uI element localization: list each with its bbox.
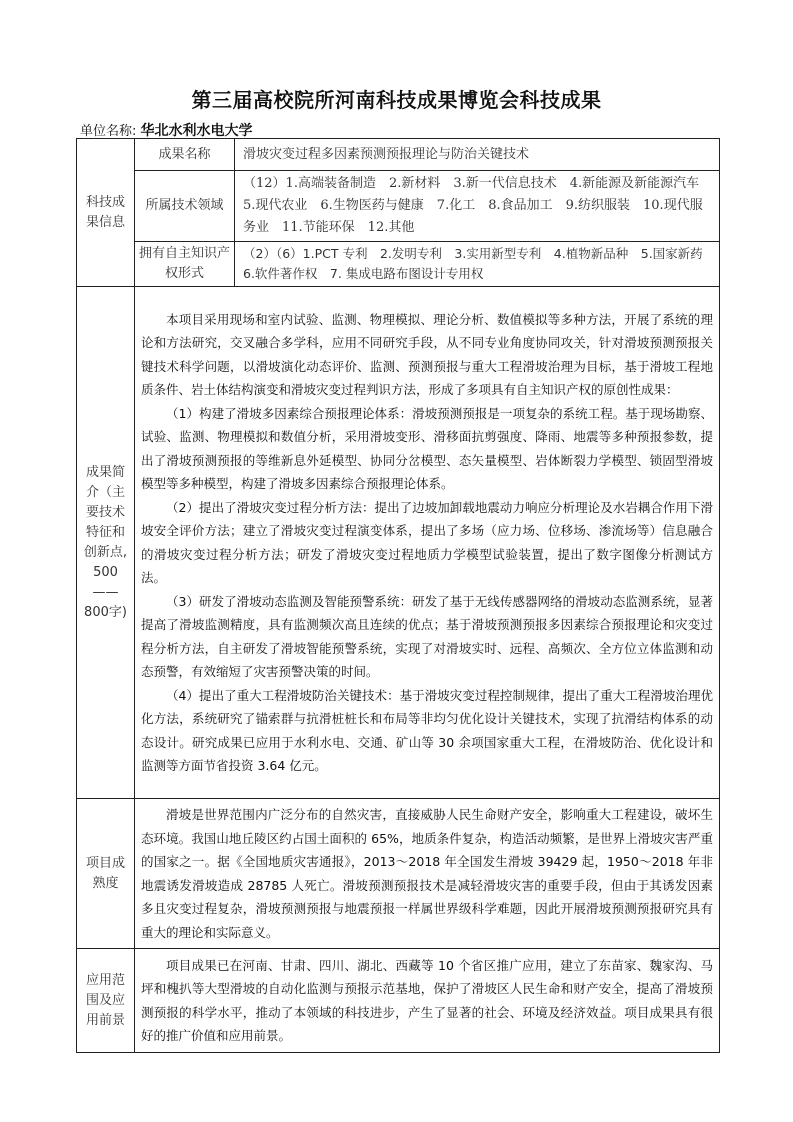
summary-paragraph: 本项目采用现场和室内试验、监测、物理模拟、理论分析、数值模拟等多种方法，开展了系统的理论和方法研究，交叉融合多学科，应用不同研究手段，从不同专业角度协同攻关，针对滑坡预测预报关键技术科学问题，以滑坡演化动态评价、监测、预测预报与重大工程滑坡治理为目标，基于滑坡工程地质条件、岩土体结构演变和滑坡灾变过程判识方法，形成了多项具有自主知识产权的原创性成果： (141, 311, 713, 397)
summary-paragraph: （4）提出了重大工程滑坡防治关键技术：基于滑坡灾变过程控制规律，提出了重大工程滑坡治理优化方法，系统研究了锚索群与抗滑桩桩长和布局等非均匀优化设计关键技术，实现了抗滑结构体系的动态设计。研究成果已应用于水利水电、交通、矿山等 30 余项国家重大工程，在滑坡防治、优化设计和监测等方面节省投资 3.64 亿元。 (141, 687, 713, 773)
summary-paragraph: （2）提出了滑坡灾变过程分析方法：提出了边坡加卸载地震动力响应分析理论及水岩耦合作用下滑坡安全评价方法；建立了滑坡灾变过程演变体系，提出了多场（应力场、位移场、渗流场等）信息融合的滑坡灾变过程分析方法；研发了滑坡灾变过程地质力学模型试验装置，提出了数字图像分析测试方法。 (141, 499, 713, 585)
summary-paragraph: （1）构建了滑坡多因素综合预报理论体系：滑坡预测预报是一项复杂的系统工程。基于现场勘察、试验、监测、物理模拟和数值分析，采用滑坡变形、滑移面抗剪强度、降雨、地震等多种预报参数，提出了滑坡预测预报的等维新息外延模型、协同分岔模型、态矢量模型、岩体断裂力学模型、锁固型滑坡模型等多种模型，构建了滑坡多因素综合预报理论体系。 (141, 405, 713, 491)
ip-label: 拥有自主知识产权形式 (135, 242, 235, 287)
tech-info-section-label: 科技成果信息 (77, 139, 135, 287)
unit-line (80, 120, 253, 140)
name-label: 成果名称 (135, 139, 235, 171)
unit-name: 华北水利水电大学 (140, 123, 253, 139)
maturity-body (135, 799, 720, 949)
maturity-label: 项目成熟度 (77, 799, 135, 949)
ip-value: （2）（6）1.PCT 专利 2.发明专利 3.实用新型专利 4.植物新品种 5.国家新药 6.软件著作权 7. 集成电路布图设计专用权 (235, 242, 720, 287)
application-text: 项目成果已在河南、甘肃、四川、湖北、西藏等 10 个省区推广应用，建立了东苗家、魏家沟、马坪和槐扒等大型滑坡的自动化监测与预报示范基地，保护了滑坡区人民生命和财产安全，提高了滑坡预测预报的科学水平，推动了本领域的科技进步，产生了显著的社会、环境及经济效益。项目成果具有很好的推广价值和应用前景。 (141, 957, 713, 1043)
document-title: 第三届高校院所河南科技成果博览会科技成果 (191, 88, 602, 112)
achievement-table (76, 138, 720, 1053)
unit-label: 单位名称: (80, 124, 137, 139)
field-value: （12）1.高端装备制造 2.新材料 3.新一代信息技术 4.新能源及新能源汽车 5.现代农业 6.生物医药与健康 7.化工 8.食品加工 9.纺织服装 10.现代服务业 11.节能环保 12.其他 (235, 171, 720, 242)
summary-body (135, 287, 720, 799)
summary-label: 成果简介（主要技术特征和创新点, 500——800字) (77, 287, 135, 799)
application-body (135, 949, 720, 1053)
application-label: 应用范围及应用前景 (77, 949, 135, 1053)
maturity-text: 滑坡是世界范围内广泛分布的自然灾害，直接威胁人民生命财产安全，影响重大工程建设，破坏生态环境。我国山地丘陵区约占国土面积的 65%，地质条件复杂，构造活动频繁，是世界上滑坡灾害严重的国家之一。据《全国地质灾害通报》，2013～2018 年全国发生滑坡 39429 起，1950～2018 年非地震诱发滑坡造成 28785 人死亡。滑坡预测预报技术是减轻滑坡灾害的重要手段，但由于其诱发因素多且灾变过程复杂，滑坡预测预报与地震预报一样属世界级科学难题，因此开展滑坡预测预报研究具有重大的理论和实际意义。 (141, 807, 713, 940)
summary-paragraph: （3）研发了滑坡动态监测及智能预警系统：研发了基于无线传感器网络的滑坡动态监测系统，显著提高了滑坡监测精度，具有监测频次高且连续的优点；基于滑坡预测预报多因素综合预报理论和灾变过程分析方法，自主研发了滑坡智能预警系统，实现了对滑坡实时、远程、高频次、全方位立体监测和动态预警，有效缩短了灾害预警决策的时间。 (141, 593, 713, 679)
name-value: 滑坡灾变过程多因素预测预报理论与防治关键技术 (235, 139, 720, 171)
field-label: 所属技术领域 (135, 171, 235, 242)
